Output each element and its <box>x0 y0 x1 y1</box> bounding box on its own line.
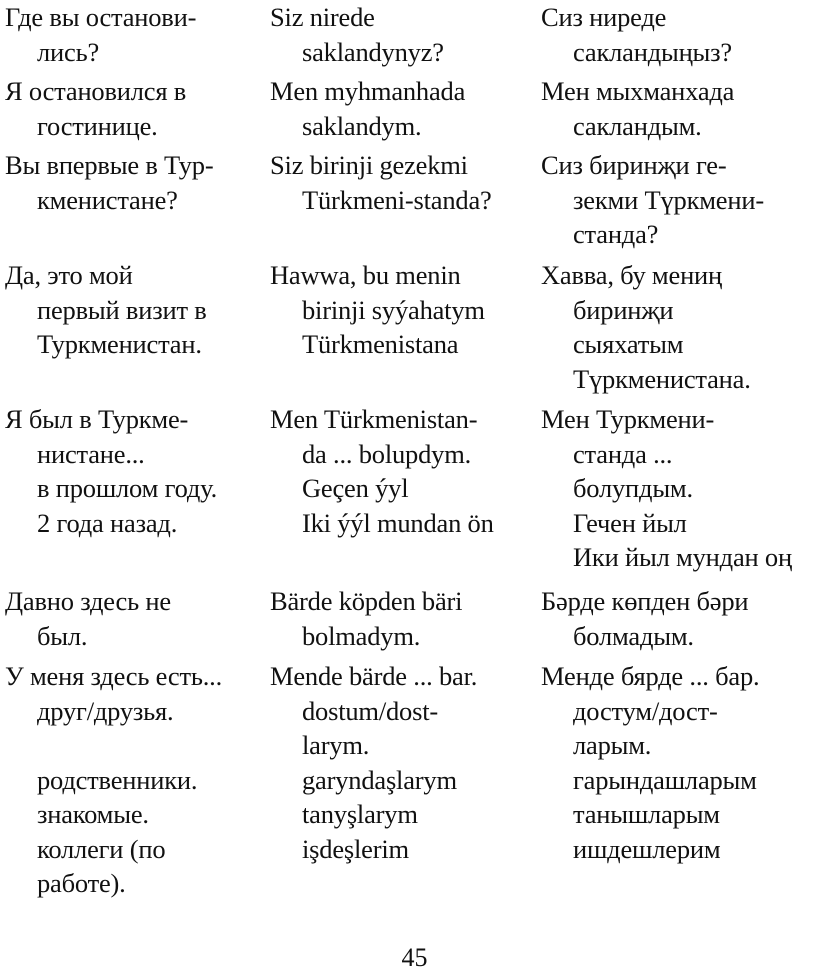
phrase-line: станда? <box>573 219 659 249</box>
phrase-line: Мен мыхманхада <box>541 76 735 106</box>
phrase-line: Давно здесь не <box>5 586 171 616</box>
phrase-line: знакомые. <box>37 799 149 829</box>
phrase-line: болмадым. <box>573 620 694 651</box>
turkmen-cyrillic-phrase <box>541 584 748 653</box>
phrase-line: birinji syýahatym <box>302 294 485 325</box>
phrase-line: Hawwa, bu menin <box>270 260 461 290</box>
phrase-line: ларым. <box>573 730 652 760</box>
phrase-line: танышларым <box>573 799 720 829</box>
phrase-line: нистане... <box>37 438 145 469</box>
phrase-line: Сиз ниреде <box>541 2 667 32</box>
turkmen-cyrillic-phrase <box>541 148 764 252</box>
phrase-line: saklandym. <box>302 110 422 141</box>
phrase-line: сакландыңыз? <box>573 36 732 67</box>
phrase-line: Туркменистан. <box>37 329 202 359</box>
phrase-line: Да, это мой <box>5 260 133 290</box>
phrase-line: Türkmeni-standa? <box>302 184 492 215</box>
phrase-line: Iki ýýl mundan ön <box>302 507 494 538</box>
phrase-line: друг/друзья. <box>37 695 174 726</box>
phrase-line: гарындашларым <box>573 764 757 795</box>
phrase-line: Сиз биринҗи ге- <box>541 150 727 180</box>
russian-phrase <box>5 258 207 362</box>
phrase-line: Гечен йыл <box>573 507 687 538</box>
phrase-line: işdeşlerim <box>302 833 409 864</box>
phrase-line: Men myhmanhada <box>270 76 466 106</box>
phrase-line: У меня здесь есть... <box>5 661 223 691</box>
turkmen-latin-phrase <box>270 74 465 143</box>
phrase-line: bolmadym. <box>302 620 421 651</box>
phrase-line: достум/дост- <box>573 695 718 726</box>
phrase-line: Вы впервые в Тур- <box>5 150 214 180</box>
phrase-line: Geçen ýyl <box>302 473 409 503</box>
phrase-line: Siz nirede <box>270 2 375 32</box>
phrase-line: Бәрде көпден бәри <box>541 586 749 616</box>
phrase-line: Хавва, бу мениң <box>541 260 723 290</box>
russian-phrase <box>5 584 171 653</box>
phrase-line: Bärde köpden bäri <box>270 586 463 616</box>
turkmen-latin-phrase <box>270 0 444 69</box>
turkmen-latin-phrase <box>270 148 492 217</box>
russian-phrase <box>5 659 222 901</box>
phrase-line: dostum/dost- <box>302 695 439 726</box>
phrase-line: коллеги (по <box>37 833 166 864</box>
phrase-line: первый визит в <box>37 294 207 325</box>
turkmen-latin-phrase <box>270 402 494 540</box>
phrase-line: Я был в Туркме- <box>5 404 189 434</box>
phrase-line: биринҗи <box>573 294 674 325</box>
turkmen-latin-phrase <box>270 258 485 362</box>
phrase-line: в прошлом году. <box>37 473 217 503</box>
turkmen-cyrillic-phrase <box>541 659 759 866</box>
phrase-line: da ... bolupdym. <box>302 438 472 469</box>
turkmen-cyrillic-phrase <box>541 258 751 396</box>
phrase-line: saklandynyz? <box>302 36 444 67</box>
phrase-line: гостинице. <box>37 110 158 141</box>
phrase-line <box>5 728 222 763</box>
phrase-line: Ики йыл мундан оң <box>573 542 792 572</box>
phrase-line: Men Türkmenistan- <box>270 404 478 434</box>
russian-phrase <box>5 148 213 217</box>
turkmen-latin-phrase <box>270 584 462 653</box>
phrase-line: лись? <box>37 36 100 67</box>
russian-phrase <box>5 74 186 143</box>
phrase-line: работе). <box>37 868 126 898</box>
phrase-line: Где вы останови- <box>5 2 197 32</box>
phrase-line: 2 года назад. <box>37 507 178 538</box>
russian-phrase <box>5 0 196 69</box>
page-number: 45 <box>401 943 428 972</box>
phrase-line: Siz birinji gezekmi <box>270 150 468 180</box>
phrase-line: Мен Туркмени- <box>541 404 715 434</box>
phrase-line: родственники. <box>37 764 198 795</box>
phrase-line: tanyşlarym <box>302 799 418 829</box>
turkmen-cyrillic-phrase <box>541 402 792 575</box>
russian-phrase <box>5 402 217 540</box>
phrase-line: Менде бярде ... бар. <box>541 661 760 691</box>
phrase-line: станда ... <box>573 438 673 469</box>
phrase-line: был. <box>37 620 88 651</box>
phrase-line: Түркменистана. <box>573 363 751 394</box>
phrase-line: болупдым. <box>573 473 693 503</box>
turkmen-cyrillic-phrase <box>541 0 732 69</box>
turkmen-latin-phrase <box>270 659 477 866</box>
phrase-line: сыяхатым <box>573 329 684 359</box>
phrase-line: larym. <box>302 730 370 760</box>
phrase-line: зекми Түркмени- <box>573 184 764 215</box>
phrase-line: Я остановился в <box>5 76 187 106</box>
turkmen-cyrillic-phrase <box>541 74 734 143</box>
phrase-line: ишдешлерим <box>573 833 721 864</box>
phrase-line: garyndaşlarym <box>302 764 457 795</box>
phrase-line: сакландым. <box>573 110 702 141</box>
phrase-line: Mende bärde ... bar. <box>270 661 478 691</box>
phrase-line: кменистане? <box>37 184 178 215</box>
phrase-line: Türkmenistana <box>302 329 459 359</box>
